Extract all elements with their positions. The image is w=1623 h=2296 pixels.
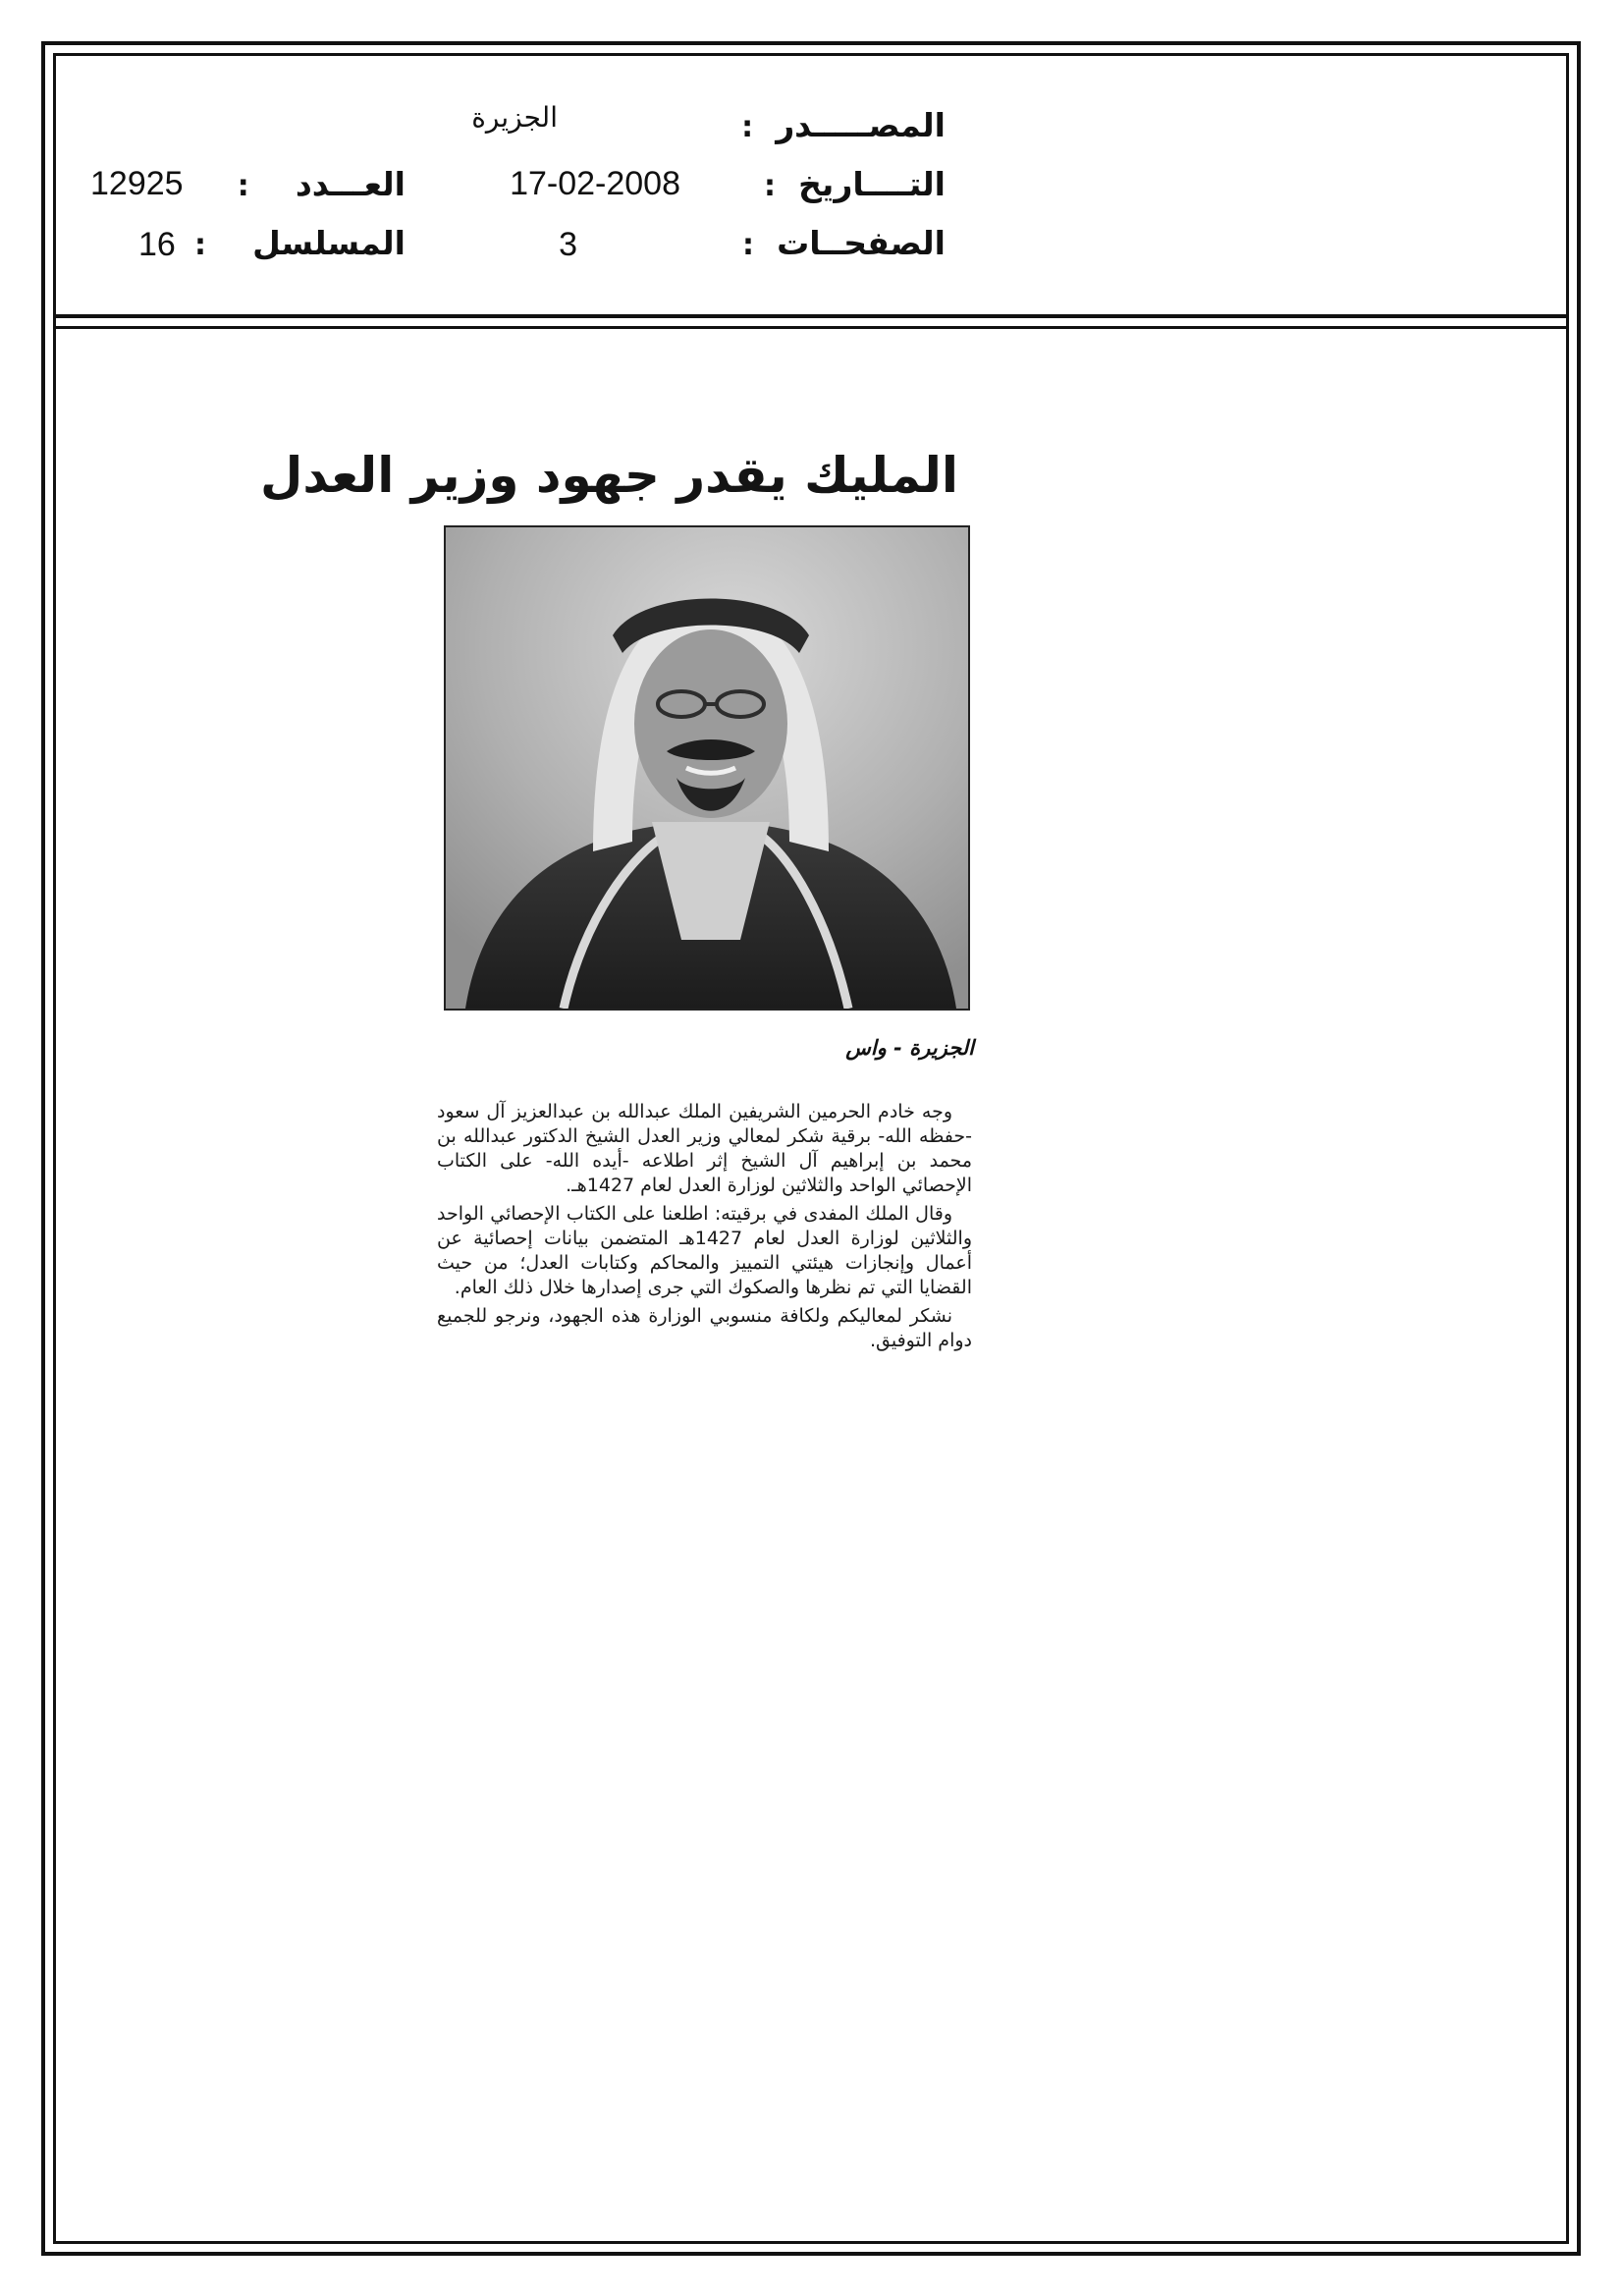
issue-colon: : <box>237 169 249 203</box>
pages-colon: : <box>742 228 755 262</box>
issue-label: العـــدد <box>295 165 406 203</box>
paragraph-3: نشكر لمعاليكم ولكافة منسوبي الوزارة هذه الجهود، ونرجو للجميع دوام التوفيق. <box>437 1305 972 1351</box>
portrait-image <box>446 527 968 1009</box>
header-divider <box>53 314 1569 318</box>
serial-label: المسلسل <box>252 224 406 262</box>
source-colon: : <box>741 110 754 144</box>
date-value: 17-02-2008 <box>510 165 680 202</box>
article-body <box>437 1100 972 1357</box>
date-colon: : <box>764 169 777 203</box>
source-row <box>741 106 946 144</box>
serial-value: 16 <box>138 226 176 263</box>
source-label: المصـــــدر <box>776 106 946 144</box>
source-value: الجزيرة <box>471 101 558 134</box>
serial-colon: : <box>193 228 206 262</box>
issue-value: 12925 <box>90 165 184 202</box>
issue-row <box>238 165 406 203</box>
pages-value: 3 <box>559 226 577 263</box>
serial-row <box>194 224 406 262</box>
article-photo <box>444 525 970 1011</box>
pages-label: الصفحــات <box>777 224 946 262</box>
article-byline: الجزيرة - واس <box>845 1036 974 1060</box>
paragraph-1: وجه خادم الحرمين الشريفين الملك عبدالله بن عبدالعزيز آل سعود -حفظه الله- برقية شكر لمعالي وزير العدل الشيخ الدكتور عبدالله بن محمد بن إبراهيم آل الشيخ إثر اطلاعه -أيده الله- على الكتاب الإحصائي الواحد والثلاثين لوزارة العدل لعام 1427هـ. <box>437 1101 972 1196</box>
article-headline: المليك يقدر جهود وزير العدل <box>259 447 958 504</box>
header-divider-inner <box>53 326 1569 329</box>
paragraph-2: وقال الملك المفدى في برقيته: اطلعنا على الكتاب الإحصائي الواحد والثلاثين لوزارة العدل لعام 1427هـ المتضمن بيانات إحصائية عن أعمال وإنجازات هيئتي التمييز والمحاكم وكتابات العدل؛ من حيث القضايا التي تم نظرها والصكوك التي جرى إصدارها خلال ذلك العام. <box>437 1203 972 1298</box>
pages-row <box>742 224 946 262</box>
date-row <box>764 165 946 203</box>
date-label: التــــاريخ <box>798 165 946 203</box>
